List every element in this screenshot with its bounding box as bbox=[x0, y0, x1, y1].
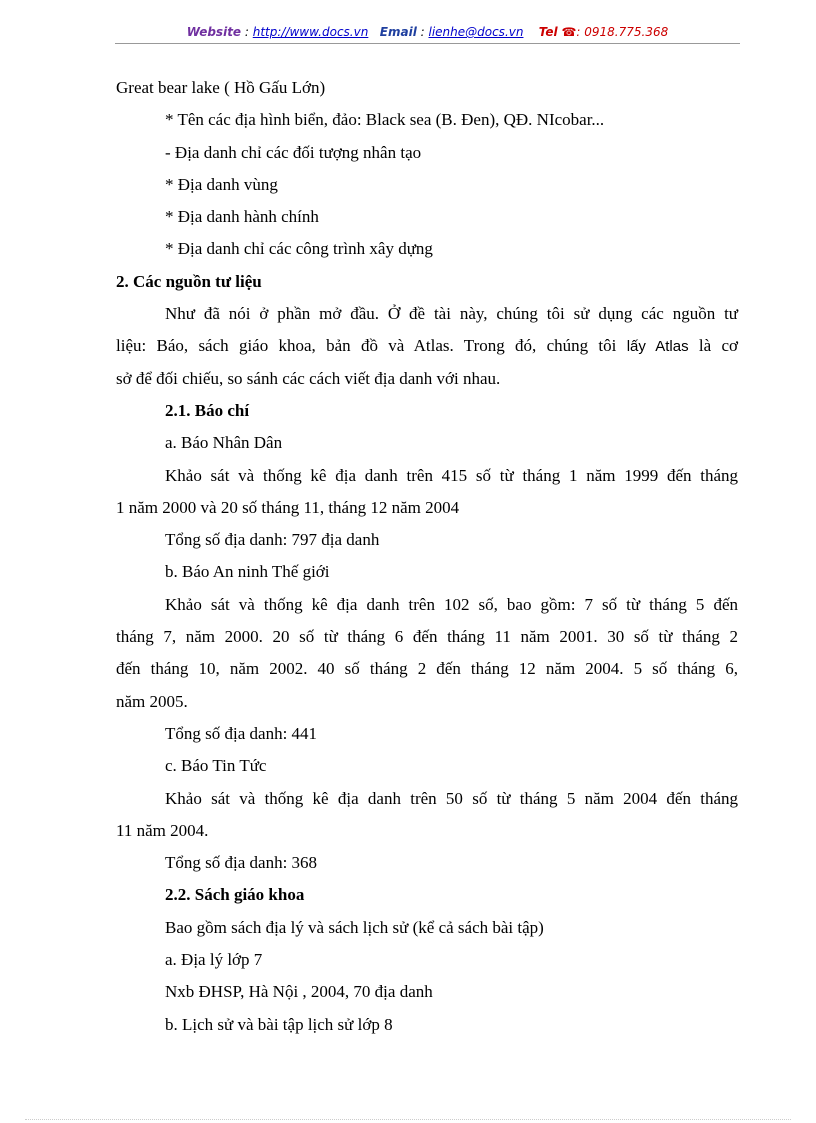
document-body bbox=[116, 72, 738, 1041]
paragraph-line: sở để đối chiếu, so sánh các cách viết địa danh với nhau. bbox=[116, 368, 501, 388]
paragraph-line: Great bear lake ( Hồ Gấu Lớn) bbox=[116, 78, 326, 97]
subsection-heading: 2.2. Sách giáo khoa bbox=[165, 885, 305, 905]
paragraph-line: Bao gồm sách địa lý và sách lịch sử (kể cả sách bài tập) bbox=[165, 917, 544, 937]
paragraph-line: * Tên các địa hình biển, đảo: Black sea (B. Đen), QĐ. NIcobar... bbox=[165, 110, 605, 130]
paragraph-line: Như đã nói ở phần mở đầu. Ở đề tài này, chúng tôi sử dụng các nguồn tư bbox=[165, 304, 738, 324]
email-separator: : bbox=[416, 25, 429, 39]
tel-value: : 0918.775.368 bbox=[576, 25, 669, 39]
paragraph-line: Khảo sát và thống kê địa danh trên 50 số từ tháng 5 năm 2004 đến tháng bbox=[165, 788, 738, 808]
website-link[interactable]: http://www.docs.vn bbox=[252, 25, 369, 39]
paragraph-line: Khảo sát và thống kê địa danh trên 415 số từ tháng 1 năm 1999 đến tháng bbox=[165, 465, 738, 485]
paragraph-line: * Địa danh hành chính bbox=[165, 207, 319, 227]
inline-text: lấy Atlas bbox=[626, 338, 689, 356]
paragraph-line: - Địa danh chỉ các đối tượng nhân tạo bbox=[165, 142, 422, 162]
paragraph-line: * Địa danh vùng bbox=[165, 174, 278, 194]
paragraph-line bbox=[116, 330, 738, 362]
tel-label: Tel bbox=[538, 25, 558, 39]
paragraph-line: 11 năm 2004. bbox=[116, 820, 209, 840]
paragraph-line: Tổng số địa danh: 368 bbox=[165, 853, 318, 873]
email-label: Email bbox=[379, 25, 417, 39]
paragraph-line: a. Địa lý lớp 7 bbox=[165, 950, 263, 970]
paragraph-line: Nxb ĐHSP, Hà Nội , 2004, 70 địa danh bbox=[165, 982, 433, 1002]
email-link[interactable]: lienhe@docs.vn bbox=[428, 25, 524, 39]
footer-divider bbox=[25, 1119, 791, 1120]
paragraph-line: * Địa danh chỉ các công trình xây dựng bbox=[165, 239, 433, 259]
phone-icon: ☎ bbox=[561, 25, 577, 39]
paragraph-line: Tổng số địa danh: 797 địa danh bbox=[165, 530, 380, 550]
paragraph-text: liệu: Báo, sách giáo khoa, bản đồ và Atlas. Trong đó, chúng tôi bbox=[116, 336, 617, 356]
website-label: Website bbox=[186, 25, 242, 39]
paragraph-line: đến tháng 10, năm 2002. 40 số tháng 2 đến tháng 12 năm 2004. 5 số tháng 6, bbox=[116, 659, 738, 679]
paragraph-text: là cơ bbox=[698, 336, 739, 356]
paragraph-line: c. Báo Tin Tức bbox=[165, 756, 267, 776]
paragraph-line: 1 năm 2000 và 20 số tháng 11, tháng 12 năm 2004 bbox=[116, 497, 460, 517]
paragraph-line: Tổng số địa danh: 441 bbox=[165, 723, 318, 743]
subsection-heading: 2.1. Báo chí bbox=[165, 400, 250, 420]
website-separator: : bbox=[241, 25, 253, 39]
paragraph-line: b. Lịch sử và bài tập lịch sử lớp 8 bbox=[165, 1014, 393, 1034]
paragraph-line: Khảo sát và thống kê địa danh trên 102 số, bao gồm: 7 số từ tháng 5 đến bbox=[165, 594, 738, 614]
page-header bbox=[115, 22, 740, 44]
section-heading: 2. Các nguồn tư liệu bbox=[116, 271, 262, 291]
paragraph-line: tháng 7, năm 2000. 20 số từ tháng 6 đến tháng 11 năm 2001. 30 số từ tháng 2 bbox=[116, 627, 738, 647]
paragraph-line: b. Báo An ninh Thế giới bbox=[165, 562, 330, 582]
paragraph-line: a. Báo Nhân Dân bbox=[165, 433, 283, 453]
paragraph-line: năm 2005. bbox=[116, 691, 188, 711]
